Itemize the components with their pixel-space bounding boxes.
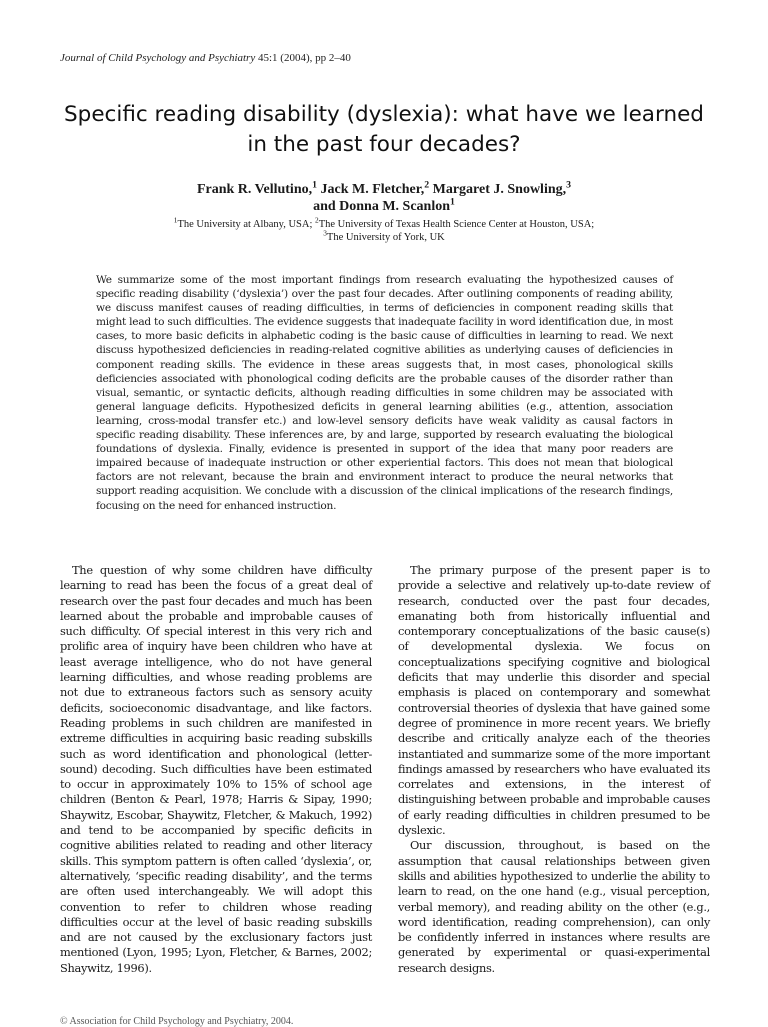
affiliation-text: The University of Texas Health Science Center at Houston, USA; [318, 219, 595, 230]
author-name: and Donna M. Scanlon [313, 199, 451, 214]
author-name: Jack M. Fletcher, [320, 182, 425, 197]
article-title: Specific reading disability (dyslexia): what have we learned in the past four decades? [64, 102, 704, 157]
affiliation-mark: 1 [173, 215, 178, 225]
author-name: Margaret J. Snowling, [432, 182, 567, 197]
affiliation-list [60, 215, 708, 244]
copyright-footer: © Association for Child Psychology and Psychiatry, 2004. [60, 1016, 294, 1027]
author-affiliation-mark: 2 [424, 179, 430, 191]
author-affiliation-mark: 1 [450, 196, 455, 208]
body-column-left [60, 563, 372, 976]
author-name: Frank R. Vellutino, [196, 182, 313, 197]
affiliation-text: The University at Albany, USA; [177, 219, 313, 230]
journal-citation: 45:1 (2004), pp 2–40 [257, 52, 351, 64]
body-paragraph: The primary purpose of the present paper is to provide a selective and relatively up-to-date review of research, conducted over the past four decades, emanating both from historically influential and contemporary conceptualizations of the basic cause(s) of developmental dyslexia. We focus on conceptualizations specifying cognitive and biological deficits that may underlie this disorder and special emphasis is placed on contemporary and somewhat controversial theories of dyslexia that have gained some degree of prominence in more recent years. We briefly describe and critically analyze each of the theories instantiated and summarize some of the more important findings amassed by researchers who have evaluated its correlates and extensions, in the interest of distinguishing between probable and improbable causes of early reading difficulties in children presumed to be dyslexic. [398, 563, 710, 838]
body-paragraph: Our discussion, throughout, is based on the assumption that causal relationships between given skills and abilities hypothesized to underlie the ability to learn to read, on the one hand (e.g., visual perception, verbal memory), and reading ability on the other (e.g., word identification, reading comprehension), can only be confidently inferred in instances where results are generated by experimental or quasi-experimental research designs. [398, 838, 710, 975]
affiliation-text: The University of York, UK [326, 232, 445, 243]
journal-header [60, 52, 351, 64]
affiliation-mark: 3 [323, 228, 327, 238]
author-affiliation-mark: 3 [566, 179, 572, 191]
body-column-right [398, 563, 710, 976]
affiliation-mark: 2 [315, 215, 319, 225]
author-affiliation-mark: 1 [312, 179, 318, 191]
author-list [60, 181, 708, 215]
body-paragraph: The question of why some children have difficulty learning to read has been the focus of a great deal of research over the past four decades and much has been learned about the probable and improbable causes of such difficulty. Of special interest in this very rich and prolific area of inquiry have been children who have at least average intelligence, who do not have general learning difficulties, and whose reading problems are not due to extraneous factors such as sensory acuity deficits, socioeconomic disadvantage, and like factors. Reading problems in such children are manifested in extreme difficulties in acquiring basic reading subskills such as word identification and phonological (letter-sound) decoding. Such difficulties have been estimated to occur in approximately 10% to 15% of school age children (Benton & Pearl, 1978; Harris & Sipay, 1990; Shaywitz, Escobar, Shaywitz, Fletcher, & Makuch, 1992) and tend to be accompanied by specific deficits in cognitive abilities related to reading and other literacy skills. This symptom pattern is often called ‘dyslexia’, or, alternatively, ‘specific reading disability’, and the terms are often used interchangeably. We will adopt this convention to refer to children whose reading difficulties occur at the level of basic reading subskills and are not caused by the exclusionary factors just mentioned (Lyon, 1995; Lyon, Fletcher, & Barnes, 2002; Shaywitz, 1996). [60, 563, 372, 975]
abstract: We summarize some of the most important findings from research evaluating the hypothesized causes of specific reading disability (‘dyslexia’) over the past four decades. After outlining components of reading ability, we discuss manifest causes of reading difficulties, in terms of deficiencies in component reading skills that might lead to such difficulties. The evidence suggests that inadequate facility in word identification due, in most cases, to more basic deficits in alphabetic coding is the basic cause of difficulties in learning to read. We next discuss hypothesized deficiencies in reading-related cognitive abilities as underlying causes of deficiencies in component reading skills. The evidence in these areas suggests that, in most cases, phonological skills deficiencies associated with phonological coding deficits are the probable causes of the disorder rather than visual, semantic, or syntactic deficits, although reading difficulties in some children may be associated with general language deficits. Hypothesized deficits in general learning abilities (e.g., attention, association learning, cross-modal transfer etc.) and low-level sensory deficits have weak validity as causal factors in specific reading disability. These inferences are, by and large, supported by research evaluating the biological foundations of dyslexia. Finally, evidence is presented in support of the idea that many poor readers are impaired because of inadequate instruction or other experiential factors. This does not mean that biological factors are not relevant, because the brain and environment interact to produce the neural networks that support reading acquisition. We conclude with a discussion of the clinical implications of the research findings, focusing on the need for enhanced instruction. [96, 274, 673, 512]
journal-name: Journal of Child Psychology and Psychiatry [60, 52, 256, 64]
